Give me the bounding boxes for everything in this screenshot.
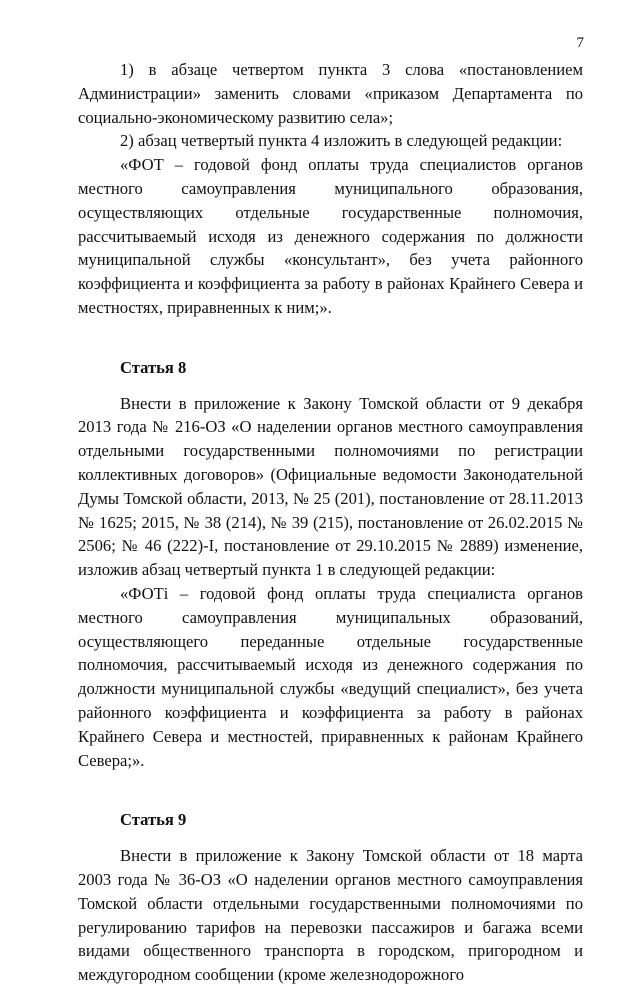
article-9-heading: Статья 9 [120, 810, 187, 830]
spacer [78, 320, 583, 356]
article-9-paragraph-1: Внести в приложение к Закону Томской области от 18 марта 2003 года № 36-ОЗ «О наделении органов местного самоуправления Томской области отдельными государственными полномочиями по регулированию тарифов на перевозки пассажиров и багажа всеми видами общественного транспорта в городском, пригородном и междугородном сообщении (кроме железнодорожного [78, 846, 583, 985]
paragraph-amendment-2: 2) абзац четвертый пункта 4 изложить в следующей редакции: [120, 131, 563, 151]
article-8-heading: Статья 8 [120, 357, 187, 377]
spacer [78, 832, 583, 844]
page-number: 7 [576, 35, 584, 51]
paragraph-amendment-1: 1) в абзаце четвертом пункта 3 слова «постановлением Администрации» заменить словами «приказом Департамента по социально-экономическому развитию села»; [78, 60, 583, 127]
document-body [78, 58, 583, 987]
article-8-paragraph-1: Внести в приложение к Закону Томской области от 9 декабря 2013 года № 216-ОЗ «О наделении органов местного самоуправления отдельными государственными полномочиями по регистрации коллективных договоров» (Официальные ведомости Законодательной Думы Томской области, 2013, № 25 (201), постановление от 28.11.2013 № 1625; 2015, № 38 (214), № 39 (215), постановление от 26.02.2015 № 2506; № 46 (222)-I, постановление от 29.10.2015 № 2889) изменение, изложив абзац четвертый пункта 1 в следующей редакции: [78, 393, 583, 580]
spacer [78, 380, 583, 392]
spacer [78, 772, 583, 808]
paragraph-fot-definition: «ФОТ – годовой фонд оплаты труда специалистов органов местного самоуправления муниципального образования, осуществляющих отдельные государственные полномочия, рассчитываемый исходя из денежного содержания по должности муниципальной службы «консультант», без учета районного коэффициента и коэффициента за работу в районах Крайнего Севера и местностях, приравненных к ним;». [78, 155, 583, 317]
article-8-paragraph-2: «ФОТi – годовой фонд оплаты труда специалиста органов местного самоуправления муниципальных образований, осуществляющего переданные отдельные государственные полномочия, рассчитываемый исходя из денежного содержания по должности муниципальной службы «ведущий специалист», без учета районного коэффициента и коэффициента за работу в районах Крайнего Севера и местностей, приравненных к районам Крайнего Севера;». [78, 583, 583, 770]
